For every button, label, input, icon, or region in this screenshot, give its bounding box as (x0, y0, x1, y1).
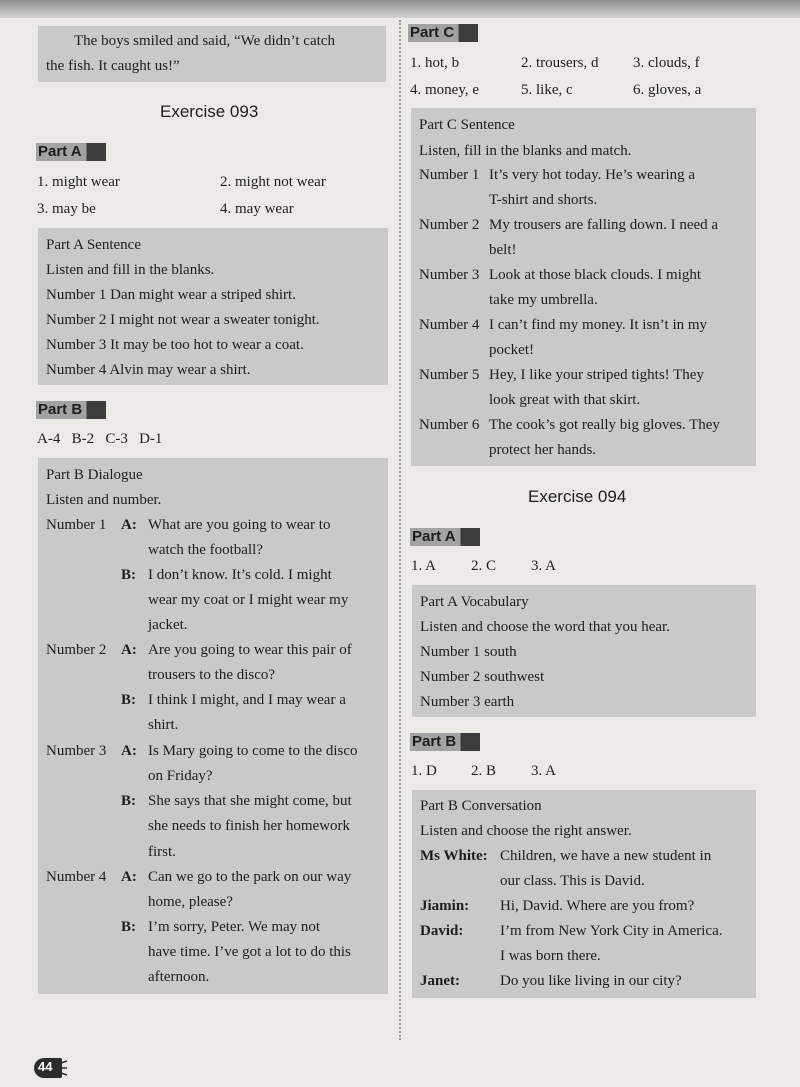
part-a-tag: Part A (412, 528, 456, 545)
conversation-line: I was born there. (500, 948, 601, 964)
box-heading: Part A Vocabulary (420, 594, 529, 610)
dialogue-number: Number 4 (46, 869, 107, 885)
dialogue-line: What are you going to wear to (148, 517, 331, 533)
answer: 3. clouds, f (633, 55, 700, 71)
conversation-line: our class. This is David. (500, 873, 645, 889)
speaker-icon (60, 1060, 68, 1076)
conversation-line: Children, we have a new student in (500, 848, 712, 864)
sentence-number: Number 1 (419, 167, 480, 183)
dialogue-line: afternoon. (148, 969, 210, 985)
answer: 4. money, e (410, 82, 480, 98)
column-divider (399, 20, 401, 1040)
page-number: 44 (38, 1059, 53, 1074)
speaker-b: B: (121, 919, 136, 935)
sentence-number: Number 6 (419, 417, 480, 433)
part-a-tag: Part A (38, 143, 82, 160)
dialogue-line: have time. I’ve got a lot to do this (148, 944, 351, 960)
speaker-a: A: (121, 743, 137, 759)
sentence-line: T-shirt and shorts. (489, 192, 598, 208)
answer: 2. B (471, 763, 497, 779)
sentence-line: look great with that skirt. (489, 392, 641, 408)
part-b-tag: Part B (38, 401, 83, 418)
answer: 4. may wear (220, 201, 294, 217)
sentence-number: Number 4 (419, 317, 480, 333)
dialogue-line: home, please? (148, 894, 233, 910)
sentence-number: Number 3 (419, 267, 480, 283)
part-c-tag: Part C (410, 24, 455, 41)
part-c-sentence-box (411, 108, 756, 466)
exercise-094-title: Exercise 094 (528, 487, 627, 506)
dialogue-number: Number 3 (46, 743, 107, 759)
answer: 1. hot, b (410, 55, 460, 71)
page-top-edge (0, 0, 800, 18)
sentence-line: take my umbrella. (489, 292, 598, 308)
speaker-name: Ms White: (420, 848, 488, 864)
box-instruction: Listen and choose the right answer. (420, 823, 632, 839)
answer: 1. A (411, 558, 437, 574)
answer: 6. gloves, a (633, 82, 702, 98)
box-heading: Part C Sentence (419, 117, 515, 133)
answer: 3. A (531, 763, 557, 779)
dialogue-line: shirt. (148, 717, 179, 733)
part-b-tag: Part B (412, 733, 457, 750)
vocab-line: Number 2 southwest (420, 669, 545, 685)
answer: 5. like, c (521, 82, 573, 98)
conversation-line: Hi, David. Where are you from? (500, 898, 695, 914)
answer: 3. may be (37, 201, 96, 217)
box-instruction: Listen, fill in the blanks and match. (419, 143, 632, 159)
sentence-line: Hey, I like your striped tights! They (489, 367, 704, 383)
box-instruction: Listen and fill in the blanks. (46, 262, 215, 278)
sentence-line: The cook’s got really big gloves. They (489, 417, 720, 433)
dialogue-line: Are you going to wear this pair of (148, 642, 352, 658)
part-b-dialogue-box (38, 458, 388, 994)
conversation-line: Do you like living in our city? (500, 973, 682, 989)
answer: 1. D (411, 763, 437, 779)
sentence-line: Number 4 Alvin may wear a shirt. (46, 362, 251, 378)
speaker-name: David: (420, 923, 464, 939)
dialogue-line: I don’t know. It’s cold. I might (148, 567, 332, 583)
dialogue-number: Number 1 (46, 517, 107, 533)
sentence-number: Number 5 (419, 367, 480, 383)
speaker-b: B: (121, 567, 136, 583)
intro-line: the fish. It caught us!” (46, 58, 180, 74)
dialogue-line: She says that she might come, but (148, 793, 352, 809)
speaker-name: Janet: (420, 973, 460, 989)
sentence-line: belt! (489, 242, 517, 258)
dialogue-line: she needs to finish her homework (148, 818, 351, 834)
sentence-line: Number 3 It may be too hot to wear a coat. (46, 337, 304, 353)
dialogue-line: I think I might, and I may wear a (148, 692, 346, 708)
dialogue-line: I’m sorry, Peter. We may not (148, 919, 321, 935)
dialogue-line: on Friday? (148, 768, 213, 784)
vocab-line: Number 1 south (420, 644, 517, 660)
speaker-b: B: (121, 692, 136, 708)
dialogue-line: jacket. (148, 617, 188, 633)
dialogue-number: Number 2 (46, 642, 107, 658)
answer: 3. A (531, 558, 557, 574)
answer: 2. might not wear (220, 174, 326, 190)
box-instruction: Listen and choose the word that you hear. (420, 619, 670, 635)
speaker-a: A: (121, 517, 137, 533)
speaker-a: A: (121, 869, 137, 885)
intro-line: The boys smiled and said, “We didn’t catch (74, 33, 335, 49)
box-instruction: Listen and number. (46, 492, 162, 508)
answer: 2. trousers, d (521, 55, 599, 71)
sentence-line: My trousers are falling down. I need a (489, 217, 719, 233)
sentence-line: protect her hands. (489, 442, 597, 458)
sentence-line: I can’t find my money. It isn’t in my (489, 317, 708, 333)
answer: 2. C (471, 558, 497, 574)
dialogue-line: watch the football? (148, 542, 263, 558)
dialogue-line: first. (148, 844, 176, 860)
sentence-line: Number 1 Dan might wear a striped shirt. (46, 287, 296, 303)
part-b-answers: A-4 B-2 C-3 D-1 (37, 431, 163, 447)
dialogue-line: Can we go to the park on our way (148, 869, 352, 885)
vocab-line: Number 3 earth (420, 694, 515, 710)
dialogue-line: wear my coat or I might wear my (148, 592, 349, 608)
sentence-number: Number 2 (419, 217, 480, 233)
speaker-b: B: (121, 793, 136, 809)
exercise-093-title: Exercise 093 (160, 102, 259, 121)
speaker-name: Jiamin: (420, 898, 470, 914)
dialogue-line: trousers to the disco? (148, 667, 276, 683)
dialogue-line: Is Mary going to come to the disco (148, 743, 358, 759)
box-heading: Part A Sentence (46, 237, 141, 253)
sentence-line: pocket! (489, 342, 534, 358)
box-heading: Part B Conversation (420, 798, 542, 814)
sentence-line: Number 2 I might not wear a sweater tonight. (46, 312, 320, 328)
box-heading: Part B Dialogue (46, 467, 143, 483)
speaker-a: A: (121, 642, 137, 658)
answer: 1. might wear (37, 174, 120, 190)
sentence-line: Look at those black clouds. I might (489, 267, 702, 283)
sentence-line: It’s very hot today. He’s wearing a (489, 167, 696, 183)
conversation-line: I’m from New York City in America. (500, 923, 723, 939)
